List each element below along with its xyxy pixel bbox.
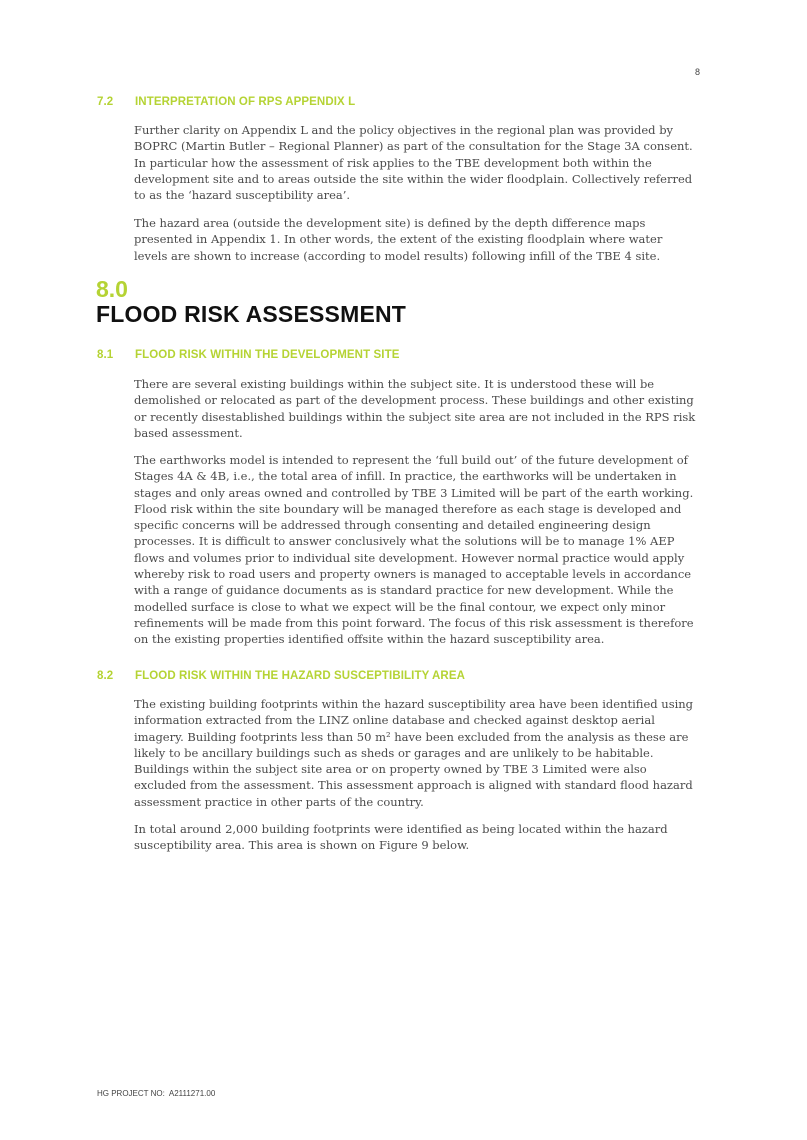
footer-label: HG PROJECT NO: (97, 1089, 165, 1098)
paragraph: The earthworks model is intended to represent the ‘full build out’ of the future development of Stages 4A & 4B, i.e., the total area of infill. In practice, the earthworks will be undertaken in stages and only areas owned and controlled by TBE 3 Limited will be part of the earth working. Flood risk within the site boundary will be managed therefore as each stage is developed and specific concerns will be addressed through consenting and detailed engineering design processes. It is difficult to answer conclusively what the solutions will be to manage 1% AEP flows and volumes prior to individual site development. However normal practice would apply whereby risk to road users and property owners is managed to acceptable levels in accordance with a range of guidance documents as is standard practice for new development. While the modelled surface is close to what we expect will be the final contour, we expect only minor refinements will be made from this point forward. The focus of this risk assessment is therefore on the existing properties identified offsite within the hazard susceptibility area. (134, 453, 694, 647)
section-heading-7-2 (97, 96, 707, 108)
section-number: 8.1 (97, 349, 114, 361)
section-title: FLOOD RISK WITHIN THE HAZARD SUSCEPTIBILITY AREA (135, 670, 465, 682)
paragraph: The hazard area (outside the development site) is defined by the depth difference maps presented in Appendix 1. In other words, the extent of the existing floodplain where water levels are shown to increase (according to model results) following infill of the TBE 4 site. (134, 216, 663, 263)
section-heading-8-1 (97, 349, 707, 361)
section-title: FLOOD RISK WITHIN THE DEVELOPMENT SITE (135, 349, 400, 361)
chapter-title: FLOOD RISK ASSESSMENT (96, 301, 407, 327)
paragraph: Further clarity on Appendix L and the policy objectives in the regional plan was provided by BOPRC (Martin Butler – Regional Planner) as part of the consultation for the Stage 3A consent. In particular how the assessment of risk applies to the TBE development both within the development site and to areas outside the site within the wider floodplain. Collectively referred to as the ‘hazard susceptibility area’. (134, 123, 693, 203)
section-heading-8-2 (97, 670, 707, 682)
project-number: A2111271.00 (168, 1089, 216, 1098)
paragraph: The existing building footprints within the hazard susceptibility area have been identified using information extracted from the LINZ online database and checked against desktop aerial imagery. Building footprints less than 50 m² have been excluded from the analysis as these are likely to be ancillary buildings such as sheds or garages and are unlikely to be habitable. Buildings within the subject site area or on property owned by TBE 3 Limited were also excluded from the assessment. This assessment approach is aligned with standard flood hazard assessment practice in other parts of the country. (134, 697, 694, 809)
footer (97, 1089, 215, 1098)
section-number: 7.2 (97, 96, 114, 108)
section-number: 8.2 (97, 670, 114, 682)
section-title: INTERPRETATION OF RPS APPENDIX L (135, 96, 356, 108)
paragraph: There are several existing buildings within the subject site. It is understood these will be demolished or relocated as part of the development process. These buildings and other existing or recently disestablished buildings within the subject site area are not included in the RPS risk based assessment. (134, 377, 696, 440)
page-number: 8 (694, 67, 700, 77)
paragraph: In total around 2,000 building footprints were identified as being located within the hazard susceptibility area. This area is shown on Figure 9 below. (134, 822, 668, 853)
chapter-number: 8.0 (96, 276, 128, 302)
